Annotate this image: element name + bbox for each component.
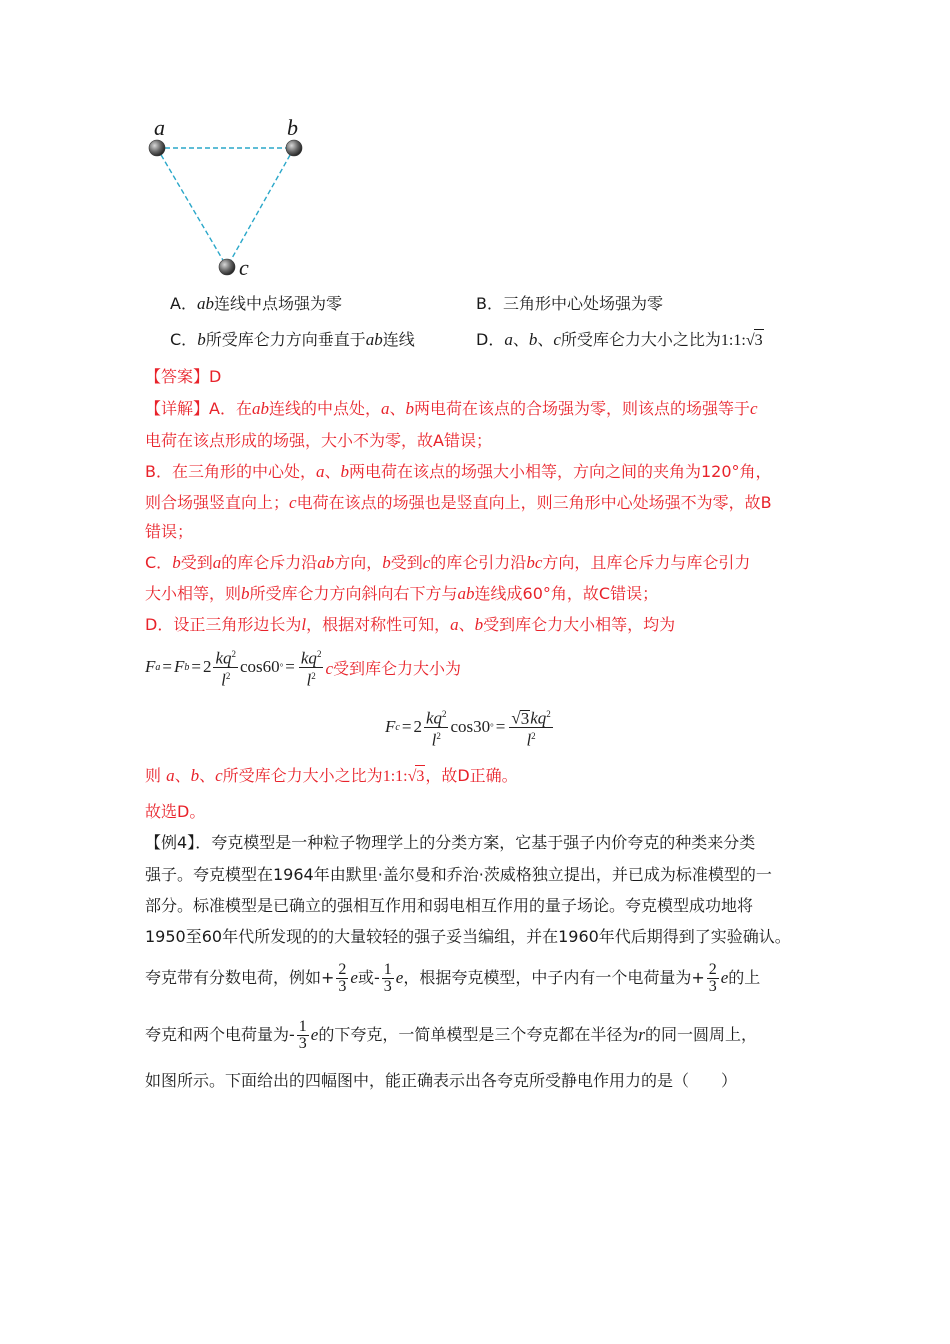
explanation-final: 故选D。 bbox=[145, 802, 206, 821]
example-line6: 夸克和两个电荷量为 - $\frac{1}{3}$ e 的下夸克，一简单模型是三个夸克都在半径为 r 的同一圆周上， bbox=[145, 1017, 757, 1052]
option-b[interactable]: B．三角形中心处场强为零 bbox=[476, 294, 663, 313]
charge-b bbox=[286, 140, 302, 156]
example-line1: 【例4】．夸克模型是一种粒子物理学上的分类方案，它基于强子内价夸克的种类来分类 bbox=[145, 833, 756, 852]
equation-fc: F c = 2 $\frac{kq^2}{l^2}$ cos30 ° = $\frac{√3kq^2}{l^2}$ bbox=[385, 704, 555, 750]
equation-fa-fb: F a = F b = 2 $\frac{kq^2}{l^2}$ cos60 ° = $\frac{kq^2}{l^2}$ c受到库仑力大小为 bbox=[145, 644, 461, 690]
charge-c bbox=[219, 259, 235, 275]
explanation-c-line2: 大小相等，则b所受库仑力方向斜向右下方与ab连线成60°角，故C错误； bbox=[145, 584, 659, 603]
side-bc bbox=[227, 148, 294, 267]
explanation-b-line2: 则合场强竖直向上；c电荷在该点的场强也是竖直向上，则三角形中心处场强不为零，故B bbox=[145, 493, 772, 512]
side-ac bbox=[157, 148, 227, 267]
example-line3: 部分。标准模型是已确立的强相互作用和弱电相互作用的量子场论。夸克模型成功地将 bbox=[145, 896, 754, 915]
option-d[interactable]: D．a、b、c所受库仑力大小之比为1:1:√3 bbox=[476, 329, 764, 352]
option-a[interactable]: A．ab连线中点场强为零 bbox=[170, 294, 342, 313]
answer-line: 【答案】D bbox=[145, 367, 222, 386]
example-line4: 1950至60年代所发现的的大量较轻的强子妥当编组，并在1960年代后期得到了实验确认。 bbox=[145, 927, 791, 946]
explanation-a-line2: 电荷在该点形成的场强，大小不为零，故A错误； bbox=[145, 431, 492, 450]
explanation-d-line1: D．设正三角形边长为l，根据对称性可知，a、b受到库仑力大小相等，均为 bbox=[145, 615, 676, 634]
explanation-conclusion: 则 a、b、c所受库仑力大小之比为1:1:√3，故D正确。 bbox=[145, 765, 518, 788]
label-b: b bbox=[287, 115, 298, 140]
example-line2: 强子。夸克模型在1964年由默里·盖尔曼和乔治·茨威格独立提出，并已成为标准模型的一 bbox=[145, 865, 772, 884]
example-label: 【例4】 bbox=[145, 833, 196, 852]
option-c[interactable]: C．b所受库仑力方向垂直于ab连线 bbox=[170, 330, 415, 349]
example-line7: 如图所示。下面给出的四幅图中，能正确表示出各夸克所受静电作用力的是（ ） bbox=[145, 1071, 738, 1090]
charge-a bbox=[149, 140, 165, 156]
explanation-b-line1: B．在三角形的中心处，a、b两电荷在该点的场强大小相等，方向之间的夹角为120°角， bbox=[145, 462, 772, 481]
explanation-c-line1: C．b受到a的库仑斥力沿ab方向，b受到c的库仑引力沿bc方向，且库仑斥力与库仑引力 bbox=[145, 553, 751, 572]
label-c: c bbox=[239, 255, 249, 280]
explanation-b-line3: 错误； bbox=[145, 522, 194, 541]
example-line5: 夸克带有分数电荷，例如 + $\frac{2}{3}$ e 或 - $\frac{1}{3}$ e ，根据夸克模型，中子内有一个电荷量为 + $\frac{2}{3}$ e 的上 bbox=[145, 960, 761, 995]
label-a: a bbox=[154, 115, 165, 140]
explanation-a-line1: 【详解】A．在ab连线的中点处，a、b两电荷在该点的合场强为零，则该点的场强等于c bbox=[145, 399, 758, 418]
answer-value: D bbox=[209, 367, 222, 386]
triangle-figure bbox=[145, 115, 315, 285]
